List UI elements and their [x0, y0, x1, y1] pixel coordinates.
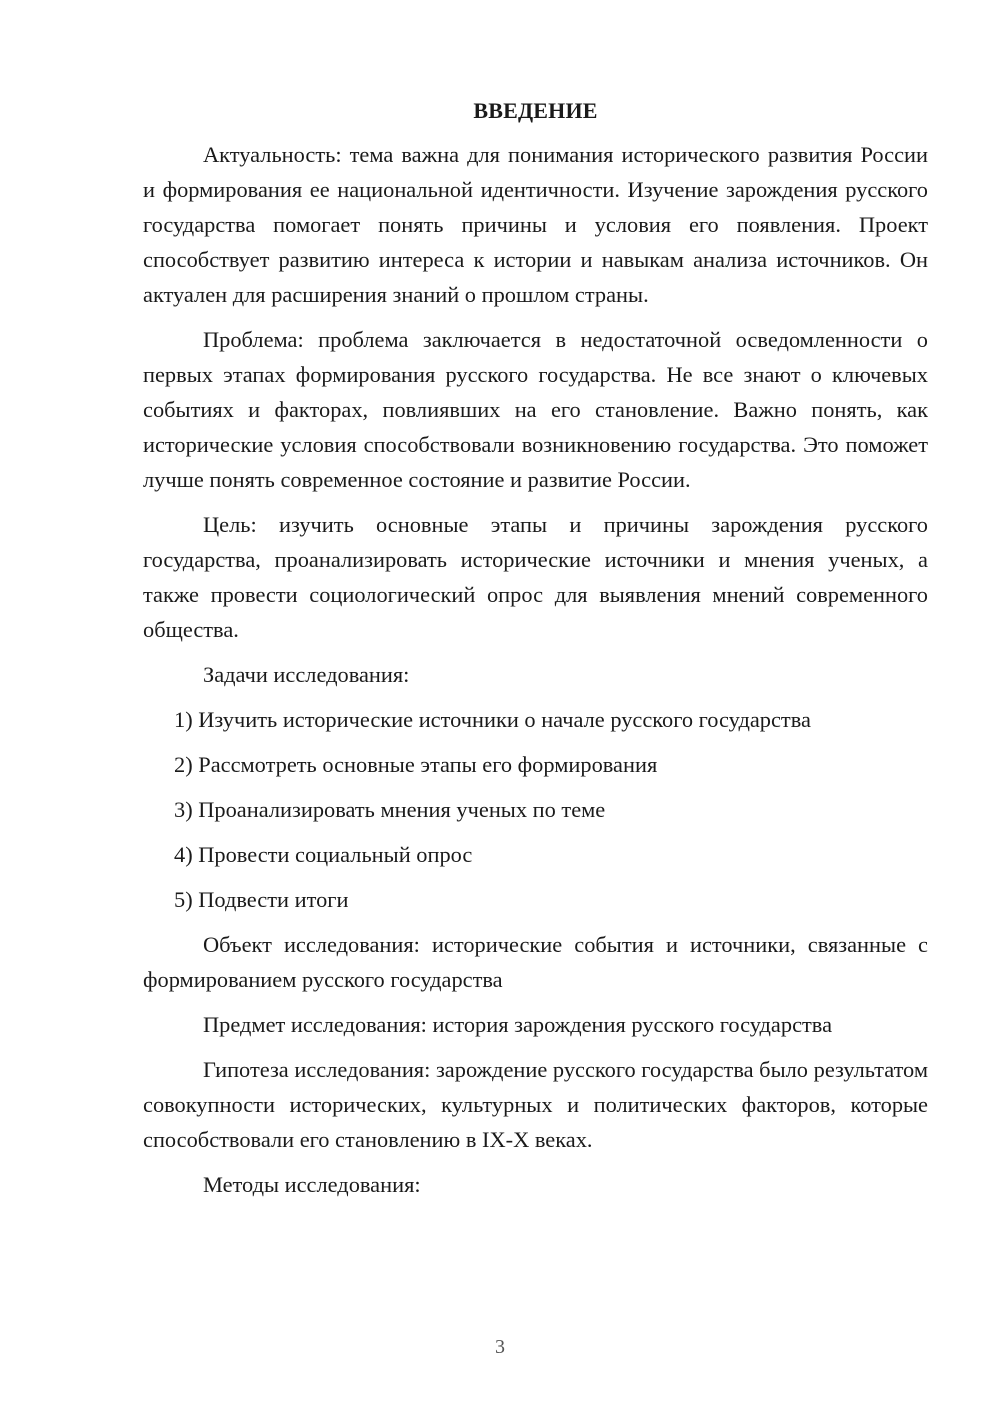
paragraph-object: Объект исследования: исторические события и источники, связанные с формированием русского государства — [143, 932, 928, 992]
paragraph-goal: Цель: изучить основные этапы и причины зарождения русского государства, проанализировать исторические источники и мнения ученых, а также провести социологический опрос для выявления мнений современного общества. — [143, 512, 928, 642]
page-number: 3 — [495, 1336, 505, 1358]
paragraph-methods-heading: Методы исследования: — [203, 1172, 421, 1197]
list-item: 3) Проанализировать мнения ученых по теме — [174, 797, 606, 822]
paragraph-tasks-heading: Задачи исследования: — [203, 662, 410, 687]
section-title: ВВЕДЕНИЕ — [473, 98, 598, 123]
paragraph-hypothesis: Гипотеза исследования: зарождение русского государства было результатом совокупности исторических, культурных и политических факторов, которые способствовали его становлению в IX-X веках. — [143, 1057, 928, 1152]
paragraph-relevance: Актуальность: тема важна для понимания исторического развития России и формирования ее национальной идентичности. Изучение зарождения русского государства помогает понять причины и условия его появления. Проект способствует развитию интереса к истории и навыкам анализа источников. Он актуален для расширения знаний о прошлом страны. — [143, 142, 928, 307]
paragraph-problem: Проблема: проблема заключается в недостаточной осведомленности о первых этапах формирования русского государства. Не все знают о ключевых событиях и факторах, повлиявших на его становление. Важно понять, как исторические условия способствовали возникновению государства. Это поможет лучше понять современное состояние и развитие России. — [143, 327, 928, 492]
list-item: 4) Провести социальный опрос — [174, 842, 473, 867]
document-page — [143, 96, 928, 1212]
list-item: 2) Рассмотреть основные этапы его формирования — [174, 752, 658, 777]
paragraph-subject: Предмет исследования: история зарождения русского государства — [203, 1012, 833, 1037]
list-item: 1) Изучить исторические источники о начале русского государства — [174, 707, 811, 732]
tasks-list — [143, 702, 928, 917]
list-item: 5) Подвести итоги — [174, 887, 349, 912]
